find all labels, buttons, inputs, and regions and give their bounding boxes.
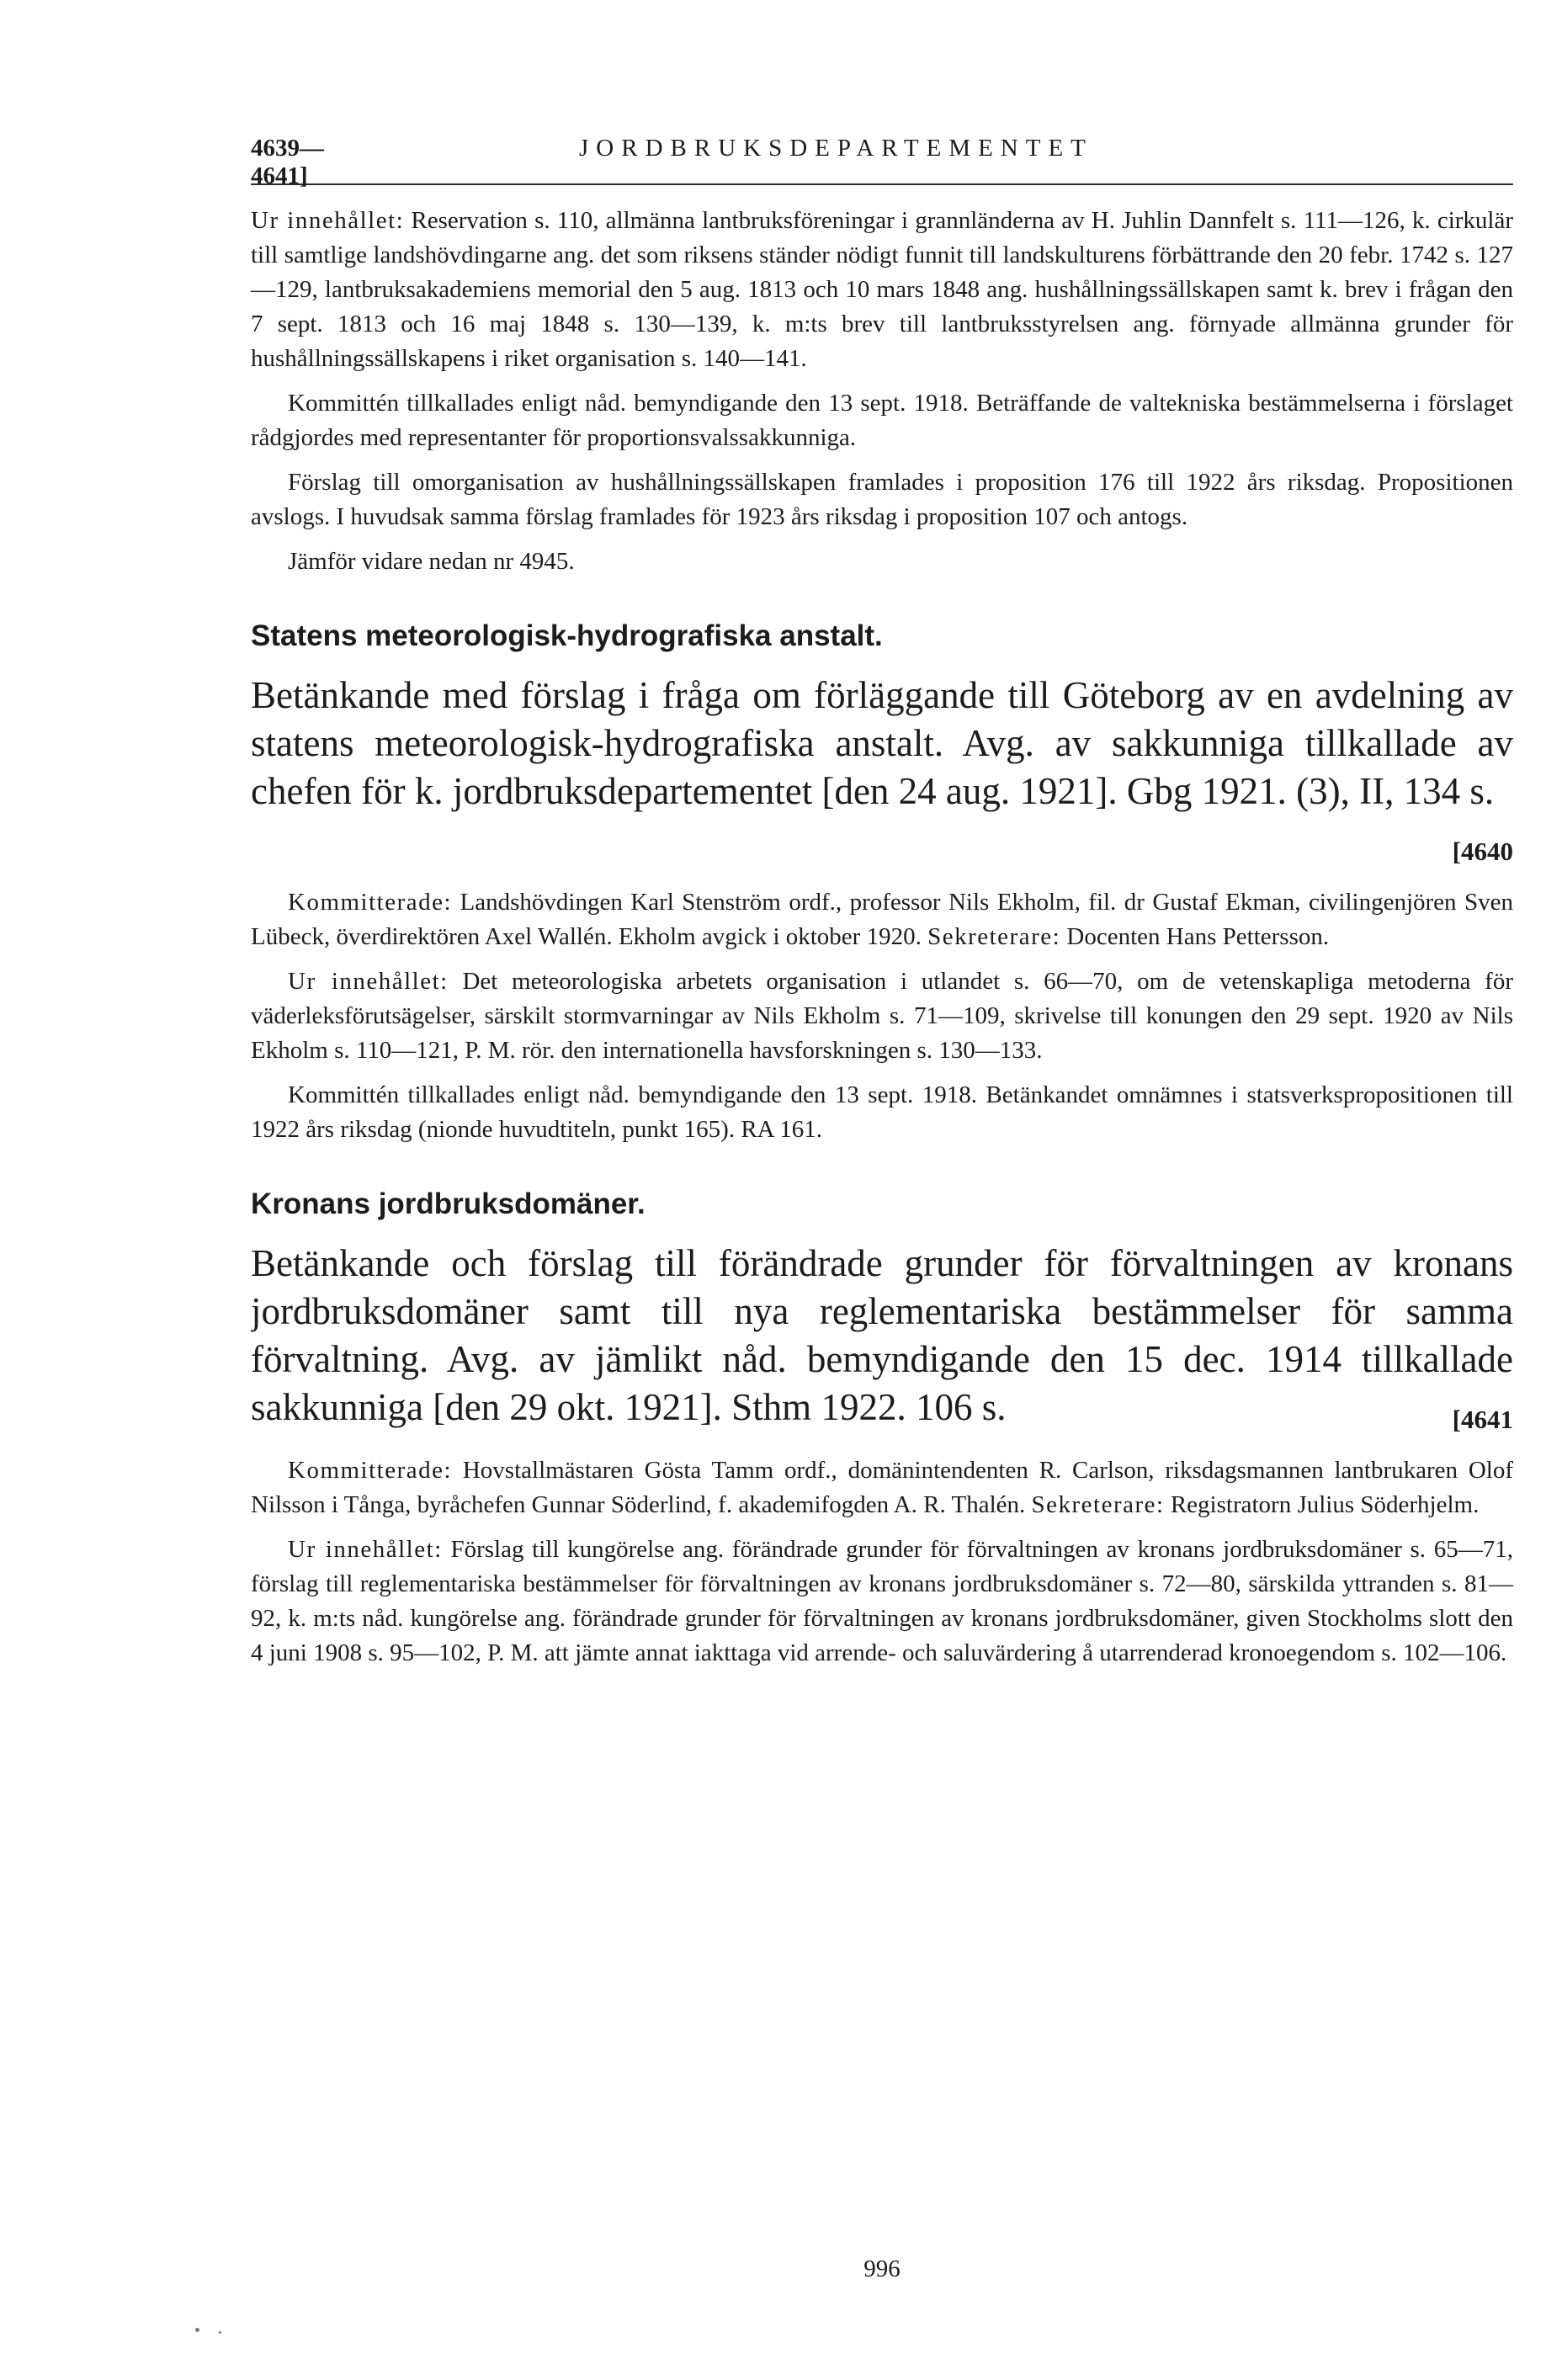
scan-speck bbox=[219, 2331, 221, 2334]
entry-4640-members bbox=[251, 885, 1513, 954]
entry-4639-contents bbox=[251, 204, 1513, 376]
page-number: 996 bbox=[863, 2255, 901, 2282]
section-heading-meteorology: Statens meteorologisk-hydrografiska anstalt. bbox=[251, 619, 883, 652]
entry-4641-number: [4641 bbox=[1452, 1405, 1513, 1434]
entry-4640-contents bbox=[251, 964, 1513, 1068]
entry-4639-see-also: Jämför vidare nedan nr 4945. bbox=[288, 548, 575, 575]
entry-range: 4639—4641] bbox=[251, 135, 324, 189]
section-heading-domains: Kronans jordbruksdomäner. bbox=[251, 1187, 646, 1220]
contents-text: Det meteorologiska arbetets organisation i utlandet s. 66—70, om de vetenskapliga metoderna för väderleksförutsägelser, särskilt stormvarningar av Nils Ekholm s. 71—109, skrivelse till konungen den 29 sept. 1920 av Nils Ekholm s. 110—121, P. M. rör. den internationella havsforskningen s. 130—133. bbox=[251, 968, 1513, 1064]
members-text: Hovstallmästaren Gösta Tamm ordf., domänintendenten R. Carlson, riksdagsmannen lantbrukaren Olof Nilsson i Tånga, byråchefen Gunnar Söderlind, f. akademifogden A. R. Thalén. bbox=[251, 1457, 1513, 1518]
members-lead: Kommitterade: bbox=[288, 889, 453, 916]
members-lead: Kommitterade: bbox=[288, 1457, 453, 1484]
contents-lead: Ur innehållet: bbox=[288, 968, 449, 995]
entry-4641-contents bbox=[251, 1533, 1513, 1671]
contents-text: Förslag till kungörelse ang. förändrade grunder för förvaltningen av kronans jordbruksdomäner s. 65—71, förslag till reglementariska bestämmelser för förvaltningen av kronans jordbruksdomäner s. 72—80, särskilda yttranden s. 81—92, k. m:ts nåd. kungörelse ang. förändrade grunder för förvaltningen av kronans jordbruksdomäner, given Stockholms slott den 4 juni 1908 s. 95—102, P. M. att jämte annat iakttaga vid arrende- och saluvärdering å utarrenderad kronoegendom s. 102—106. bbox=[251, 1536, 1513, 1666]
contents-lead: Ur innehållet: bbox=[251, 207, 405, 234]
entry-4640-title-text: Betänkande med förslag i fråga om förläggande till Göteborg av en avdelning av statens meteorologisk-hydrografiska anstalt. Avg. av sakkunniga tillkallade av chefen för k. jordbruksdepartementet [den 24 aug. 1921]. Gbg 1921. (3), II, 134 s. bbox=[251, 674, 1513, 812]
entry-4641-title bbox=[251, 1240, 1513, 1432]
entry-4641-title-block bbox=[251, 1240, 1513, 1443]
entry-4640-title bbox=[251, 672, 1513, 866]
contents-text: Reservation s. 110, allmänna lantbruksföreningar i grannländerna av H. Juhlin Dannfelt s. 111—126, k. cirkulär till samtlige landshövdingarne ang. det som riksens ständer nödigt funnit till landskulturens förbättrande den 20 febr. 1742 s. 127—129, lantbruksakademiens memorial den 5 aug. 1813 och 10 mars 1848 ang. hushållningssällskapen samt k. brev i frågan den 7 sept. 1813 och 16 maj 1848 s. 130—139, k. m:ts brev till lantbruksstyrelsen ang. förnyade allmänna grunder för hushållningssällskapens i riket organisation s. 140—141. bbox=[251, 207, 1513, 372]
secretary-text: Registratorn Julius Söderhjelm. bbox=[1170, 1491, 1480, 1518]
department-title: JORDBRUKSDEPARTEMENTET bbox=[579, 135, 1093, 162]
entry-4639-proposal-note: Förslag till omorganisation av hushållningssällskapen framlades i proposition 176 till 1922 års riksdag. Propositionen avslogs. I huvudsak samma förslag framlades för 1923 års riksdag i proposition 107 och antogs. bbox=[251, 469, 1513, 530]
entry-4640-title-block bbox=[251, 672, 1513, 875]
secretary-lead: Sekreterare: bbox=[1031, 1491, 1165, 1518]
entry-4639-committee-note: Kommittén tillkallades enligt nåd. bemyndigande den 13 sept. 1918. Beträffande de valtekniska bestämmelserna i förslaget rådgjordes med representanter för proportionsvalssakkunniga. bbox=[251, 390, 1513, 451]
entry-4641-title-text: Betänkande och förslag till förändrade grunder för förvaltningen av kronans jordbruksdomäner samt till nya reglementariska bestämmelser för samma förvaltning. Avg. av jämlikt nåd. bemyndigande den 15 dec. 1914 tillkallade sakkunniga [den 29 okt. 1921]. Sthm 1922. 106 s. bbox=[251, 1242, 1513, 1428]
members-text: Landshövdingen Karl Stenström ordf., professor Nils Ekholm, fil. dr Gustaf Ekman, civilingenjören Sven Lübeck, överdirektören Axel Wallén. Ekholm avgick i oktober 1920. bbox=[251, 889, 1513, 950]
scan-speck bbox=[195, 2328, 199, 2332]
secretary-lead: Sekreterare: bbox=[927, 923, 1061, 950]
entry-4640-note: Kommittén tillkallades enligt nåd. bemyndigande den 13 sept. 1918. Betänkandet omnämnes i statsverkspropositionen till 1922 års riksdag (nionde huvudtiteln, punkt 165). RA 161. bbox=[251, 1081, 1513, 1143]
entry-4641-members bbox=[251, 1453, 1513, 1522]
secretary-text: Docenten Hans Pettersson. bbox=[1066, 923, 1330, 950]
running-head bbox=[251, 135, 1513, 189]
document-page bbox=[251, 135, 1513, 2282]
contents-lead: Ur innehållet: bbox=[288, 1536, 443, 1563]
entry-4640-number: [4640 bbox=[1452, 837, 1513, 866]
